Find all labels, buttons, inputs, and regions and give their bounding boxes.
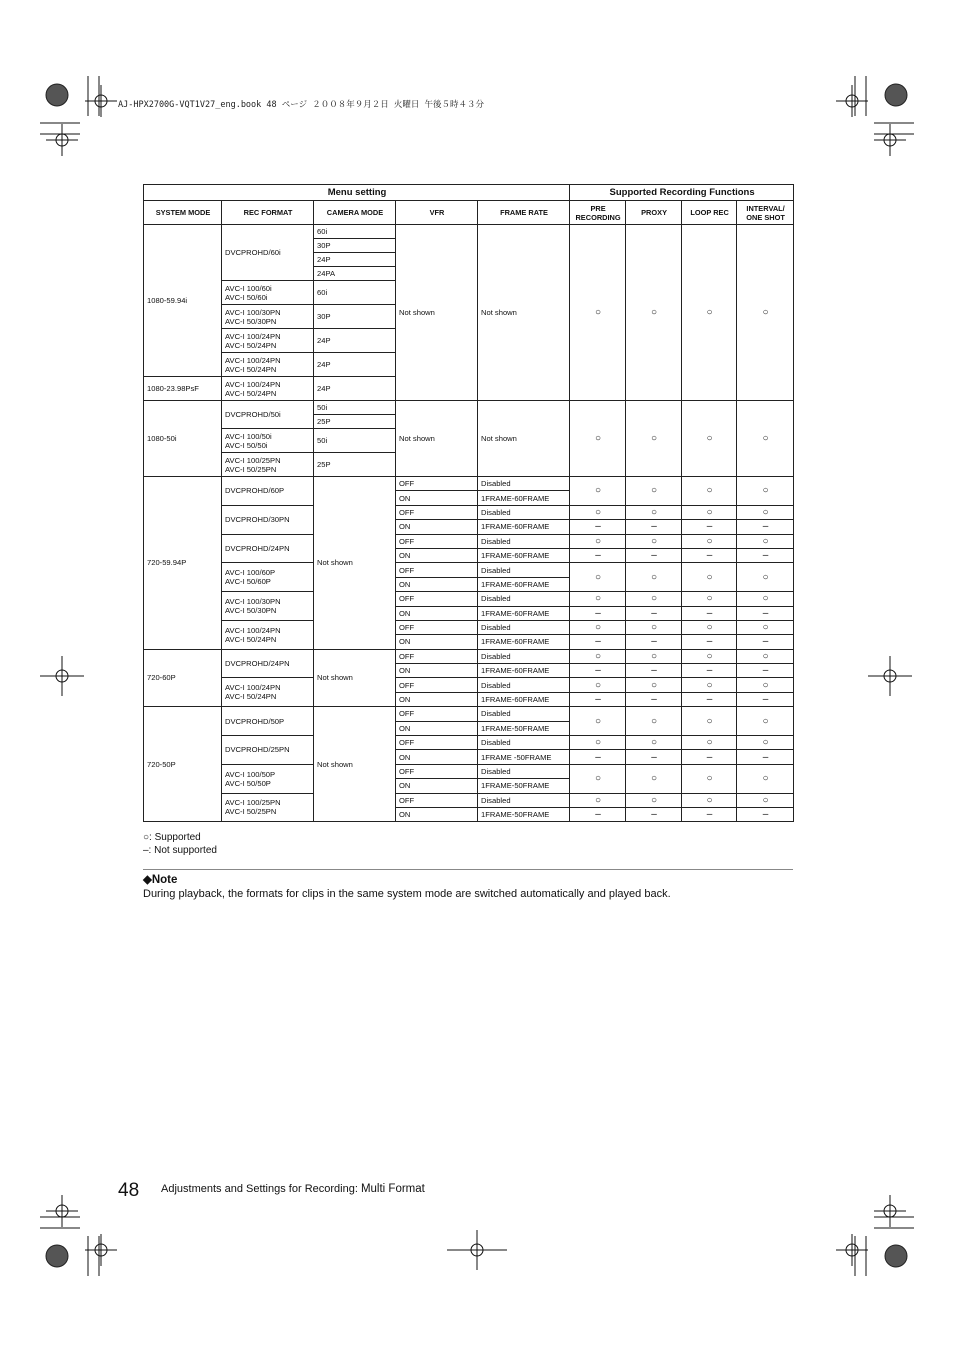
camera-mode-cell: 60i xyxy=(314,281,396,305)
frame-rate-cell: Disabled xyxy=(478,736,570,750)
function-mark: ○ xyxy=(737,505,794,519)
header-supported-functions: Supported Recording Functions xyxy=(570,185,794,201)
function-mark: ○ xyxy=(570,401,626,477)
frame-rate-cell: 1FRAME-60FRAME xyxy=(478,692,570,706)
function-mark: ○ xyxy=(626,678,682,692)
function-mark: ○ xyxy=(682,505,737,519)
function-mark: – xyxy=(682,548,737,562)
vfr-cell: ON xyxy=(396,721,478,735)
footer-title xyxy=(161,1183,425,1195)
function-mark: – xyxy=(570,807,626,821)
vfr-cell: OFF xyxy=(396,477,478,491)
table-row xyxy=(144,793,794,807)
function-mark: ○ xyxy=(682,563,737,592)
table-row xyxy=(144,185,794,201)
rec-format-cell: DVCPROHD/50P xyxy=(222,707,314,736)
table-row xyxy=(144,736,794,750)
column-header-vfr: VFR xyxy=(396,201,478,225)
camera-mode-cell: 24P xyxy=(314,329,396,353)
function-mark: ○ xyxy=(626,592,682,606)
function-mark: ○ xyxy=(682,592,737,606)
function-mark: ○ xyxy=(737,401,794,477)
frame-rate-cell: Disabled xyxy=(478,649,570,663)
function-mark: ○ xyxy=(626,401,682,477)
table-row xyxy=(144,678,794,692)
frame-rate-cell: 1FRAME-60FRAME xyxy=(478,548,570,562)
function-mark: – xyxy=(626,750,682,764)
table-row xyxy=(144,401,794,415)
function-mark: ○ xyxy=(737,620,794,634)
function-mark: ○ xyxy=(682,736,737,750)
function-mark: ○ xyxy=(682,534,737,548)
function-mark: ○ xyxy=(682,793,737,807)
note-divider xyxy=(143,869,793,870)
camera-mode-cell: 24PA xyxy=(314,267,396,281)
function-mark: ○ xyxy=(626,649,682,663)
function-mark: ○ xyxy=(737,563,794,592)
camera-mode-cell: 25P xyxy=(314,453,396,477)
frame-rate-cell: Disabled xyxy=(478,764,570,778)
vfr-cell: ON xyxy=(396,692,478,706)
function-mark: ○ xyxy=(682,649,737,663)
frame-rate-cell: Disabled xyxy=(478,477,570,491)
column-header-loop-rec: LOOP REC xyxy=(682,201,737,225)
function-mark: ○ xyxy=(570,534,626,548)
rec-format-cell: AVC-I 100/50i AVC-I 50/50i xyxy=(222,429,314,453)
camera-mode-cell: 24P xyxy=(314,377,396,401)
vfr-cell: Not shown xyxy=(396,225,478,401)
rec-format-cell: AVC-I 100/24PN AVC-I 50/24PN xyxy=(222,353,314,377)
camera-mode-cell: Not shown xyxy=(314,477,396,650)
column-header-camera-mode: CAMERA MODE xyxy=(314,201,396,225)
header-menu-setting: Menu setting xyxy=(144,185,570,201)
function-mark: – xyxy=(626,807,682,821)
vfr-cell: OFF xyxy=(396,736,478,750)
supported-functions-table xyxy=(143,184,794,822)
function-mark: – xyxy=(626,692,682,706)
function-mark: – xyxy=(737,807,794,821)
camera-mode-cell: 25P xyxy=(314,415,396,429)
function-mark: ○ xyxy=(626,707,682,736)
function-mark: ○ xyxy=(626,736,682,750)
frame-rate-cell: Disabled xyxy=(478,678,570,692)
function-mark: ○ xyxy=(682,764,737,793)
function-mark: ○ xyxy=(737,678,794,692)
function-mark: ○ xyxy=(570,678,626,692)
camera-mode-cell: 24P xyxy=(314,253,396,267)
function-mark: ○ xyxy=(682,707,737,736)
rec-format-cell: AVC-I 100/60P AVC-I 50/60P xyxy=(222,563,314,592)
rec-format-cell: AVC-I 100/24PN AVC-I 50/24PN xyxy=(222,678,314,707)
frame-rate-cell: 1FRAME-60FRAME xyxy=(478,606,570,620)
table-row xyxy=(144,707,794,721)
function-mark: ○ xyxy=(570,736,626,750)
function-mark: – xyxy=(626,520,682,534)
rec-format-cell: AVC-I 100/25PN AVC-I 50/25PN xyxy=(222,453,314,477)
function-mark: ○ xyxy=(737,477,794,506)
vfr-cell: OFF xyxy=(396,678,478,692)
function-mark: ○ xyxy=(626,793,682,807)
function-mark: ○ xyxy=(737,225,794,401)
frame-rate-cell: Disabled xyxy=(478,505,570,519)
rec-format-cell: AVC-I 100/24PN AVC-I 50/24PN xyxy=(222,620,314,649)
camera-mode-cell: Not shown xyxy=(314,707,396,822)
rec-format-cell: DVCPROHD/50i xyxy=(222,401,314,429)
footer-title-text: Multi Format xyxy=(360,1183,425,1195)
rec-format-cell: AVC-I 100/50P AVC-I 50/50P xyxy=(222,764,314,793)
function-mark: ○ xyxy=(737,764,794,793)
vfr-cell: ON xyxy=(396,750,478,764)
frame-rate-cell: Disabled xyxy=(478,563,570,577)
footer-section: Adjustments and Settings for Recording: xyxy=(161,1183,358,1195)
camera-mode-cell: 60i xyxy=(314,225,396,239)
frame-rate-cell: 1FRAME-60FRAME xyxy=(478,520,570,534)
function-mark: ○ xyxy=(570,764,626,793)
vfr-cell: OFF xyxy=(396,505,478,519)
table-row xyxy=(144,563,794,577)
vfr-cell: ON xyxy=(396,520,478,534)
vfr-cell: OFF xyxy=(396,620,478,634)
function-mark: – xyxy=(570,692,626,706)
function-mark: – xyxy=(682,635,737,649)
frame-rate-cell: 1FRAME-60FRAME xyxy=(478,664,570,678)
function-mark: – xyxy=(737,520,794,534)
vfr-cell: ON xyxy=(396,664,478,678)
vfr-cell: ON xyxy=(396,548,478,562)
function-mark: – xyxy=(570,548,626,562)
rec-format-cell: DVCPROHD/24PN xyxy=(222,649,314,678)
column-header-interval-one-shot: INTERVAL/ ONE SHOT xyxy=(737,201,794,225)
function-mark: – xyxy=(737,664,794,678)
function-mark: ○ xyxy=(626,764,682,793)
table-row xyxy=(144,764,794,778)
function-mark: – xyxy=(626,635,682,649)
table-row xyxy=(144,534,794,548)
rec-format-cell: DVCPROHD/60P xyxy=(222,477,314,506)
function-mark: – xyxy=(570,606,626,620)
frame-rate-cell: 1FRAME-60FRAME xyxy=(478,491,570,505)
function-mark: ○ xyxy=(626,620,682,634)
column-header-frame-rate: FRAME RATE xyxy=(478,201,570,225)
function-mark: ○ xyxy=(626,505,682,519)
frame-rate-cell: Disabled xyxy=(478,707,570,721)
function-mark: – xyxy=(570,750,626,764)
rec-format-cell: AVC-I 100/24PN AVC-I 50/24PN xyxy=(222,377,314,401)
function-mark: ○ xyxy=(682,678,737,692)
function-mark: – xyxy=(737,548,794,562)
function-mark: ○ xyxy=(570,477,626,506)
rec-format-cell: DVCPROHD/60i xyxy=(222,225,314,281)
camera-mode-cell: 30P xyxy=(314,305,396,329)
function-mark: ○ xyxy=(626,563,682,592)
function-mark: ○ xyxy=(682,620,737,634)
legend-supported: ○: Supported xyxy=(143,832,201,843)
frame-rate-cell: 1FRAME-50FRAME xyxy=(478,721,570,735)
function-mark: ○ xyxy=(570,563,626,592)
frame-rate-cell: 1FRAME -50FRAME xyxy=(478,750,570,764)
camera-mode-cell: 24P xyxy=(314,353,396,377)
frame-rate-cell: 1FRAME-50FRAME xyxy=(478,779,570,793)
frame-rate-cell: Disabled xyxy=(478,793,570,807)
function-mark: – xyxy=(626,606,682,620)
vfr-cell: ON xyxy=(396,491,478,505)
vfr-cell: OFF xyxy=(396,534,478,548)
camera-mode-cell: 50i xyxy=(314,401,396,415)
system-mode-cell: 720-59.94P xyxy=(144,477,222,650)
function-mark: – xyxy=(626,664,682,678)
vfr-cell: OFF xyxy=(396,563,478,577)
function-mark: ○ xyxy=(626,534,682,548)
function-mark: ○ xyxy=(682,225,737,401)
vfr-cell: ON xyxy=(396,606,478,620)
function-mark: ○ xyxy=(682,401,737,477)
function-mark: – xyxy=(682,606,737,620)
function-mark: ○ xyxy=(682,477,737,506)
frame-rate-cell: 1FRAME-50FRAME xyxy=(478,807,570,821)
function-mark: – xyxy=(682,692,737,706)
function-mark: ○ xyxy=(570,505,626,519)
vfr-cell: OFF xyxy=(396,592,478,606)
system-mode-cell: 1080-50i xyxy=(144,401,222,477)
function-mark: ○ xyxy=(570,592,626,606)
frame-rate-cell: Disabled xyxy=(478,592,570,606)
page-number: 48 xyxy=(118,1180,140,1201)
frame-rate-cell: 1FRAME-60FRAME xyxy=(478,577,570,591)
function-mark: ○ xyxy=(737,736,794,750)
column-header-proxy: PROXY xyxy=(626,201,682,225)
function-mark: – xyxy=(570,664,626,678)
table-row xyxy=(144,592,794,606)
function-mark: – xyxy=(626,548,682,562)
column-header-pre-recording: PRE RECORDING xyxy=(570,201,626,225)
system-mode-cell: 720-60P xyxy=(144,649,222,707)
camera-mode-cell: Not shown xyxy=(314,649,396,707)
vfr-cell: ON xyxy=(396,779,478,793)
rec-format-cell: DVCPROHD/24PN xyxy=(222,534,314,563)
note-title: ◆Note xyxy=(143,874,178,886)
function-mark: ○ xyxy=(737,793,794,807)
function-mark: ○ xyxy=(570,620,626,634)
function-mark: – xyxy=(570,520,626,534)
camera-mode-cell: 50i xyxy=(314,429,396,453)
function-mark: – xyxy=(737,635,794,649)
function-mark: – xyxy=(682,750,737,764)
frame-rate-cell: Not shown xyxy=(478,401,570,477)
rec-format-cell: AVC-I 100/30PN AVC-I 50/30PN xyxy=(222,305,314,329)
vfr-cell: OFF xyxy=(396,649,478,663)
function-mark: ○ xyxy=(737,592,794,606)
function-mark: ○ xyxy=(570,225,626,401)
rec-format-cell: AVC-I 100/25PN AVC-I 50/25PN xyxy=(222,793,314,822)
system-mode-cell: 1080-23.98PsF xyxy=(144,377,222,401)
function-mark: – xyxy=(682,664,737,678)
vfr-cell: Not shown xyxy=(396,401,478,477)
function-mark: ○ xyxy=(737,707,794,736)
vfr-cell: OFF xyxy=(396,707,478,721)
frame-rate-cell: Disabled xyxy=(478,534,570,548)
table-row xyxy=(144,201,794,225)
vfr-cell: OFF xyxy=(396,793,478,807)
frame-rate-cell: Not shown xyxy=(478,225,570,401)
function-mark: ○ xyxy=(570,649,626,663)
table-row xyxy=(144,649,794,663)
function-mark: ○ xyxy=(570,707,626,736)
function-mark: – xyxy=(737,750,794,764)
legend-unsupported: –: Not supported xyxy=(143,845,217,856)
vfr-cell: ON xyxy=(396,577,478,591)
function-mark: ○ xyxy=(570,793,626,807)
rec-format-cell: AVC-I 100/60i AVC-I 50/60i xyxy=(222,281,314,305)
function-mark: – xyxy=(570,635,626,649)
function-mark: – xyxy=(737,692,794,706)
function-mark: ○ xyxy=(737,534,794,548)
rec-format-cell: DVCPROHD/25PN xyxy=(222,736,314,765)
column-header-system-mode: SYSTEM MODE xyxy=(144,201,222,225)
rec-format-cell: AVC-I 100/30PN AVC-I 50/30PN xyxy=(222,592,314,621)
function-mark: ○ xyxy=(626,225,682,401)
frame-rate-cell: 1FRAME-60FRAME xyxy=(478,635,570,649)
system-mode-cell: 1080-59.94i xyxy=(144,225,222,377)
note-text: During playback, the formats for clips in the same system mode are switched automatically and played back. xyxy=(143,888,671,900)
table-row xyxy=(144,620,794,634)
function-mark: – xyxy=(682,520,737,534)
print-header-line: AJ-HPX2700G-VQT1V27_eng.book 48 ページ ２００８年９月２日 火曜日 午後５時４３分 xyxy=(118,100,484,110)
rec-format-cell: DVCPROHD/30PN xyxy=(222,505,314,534)
rec-format-cell: AVC-I 100/24PN AVC-I 50/24PN xyxy=(222,329,314,353)
vfr-cell: ON xyxy=(396,635,478,649)
frame-rate-cell: Disabled xyxy=(478,620,570,634)
table-row xyxy=(144,505,794,519)
function-mark: ○ xyxy=(626,477,682,506)
table-row xyxy=(144,225,794,239)
vfr-cell: ON xyxy=(396,807,478,821)
table-row xyxy=(144,477,794,491)
function-mark: ○ xyxy=(737,649,794,663)
system-mode-cell: 720-50P xyxy=(144,707,222,822)
camera-mode-cell: 30P xyxy=(314,239,396,253)
column-header-rec-format: REC FORMAT xyxy=(222,201,314,225)
vfr-cell: OFF xyxy=(396,764,478,778)
function-mark: – xyxy=(682,807,737,821)
function-mark: – xyxy=(737,606,794,620)
